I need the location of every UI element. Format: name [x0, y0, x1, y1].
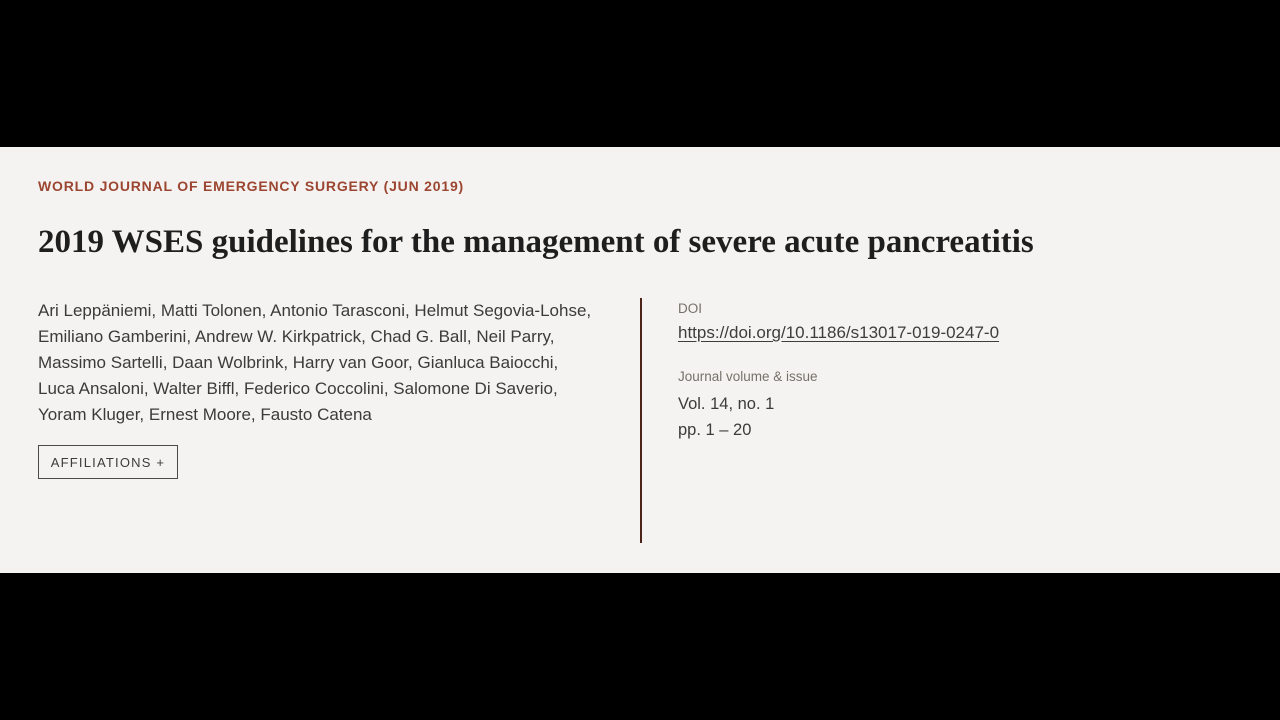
author-list — [38, 298, 623, 428]
article-meta — [678, 301, 1098, 443]
author-line: Massimo Sartelli, Daan Wolbrink, Harry van Goor, Gianluca Baiocchi, — [38, 353, 559, 372]
journal-name: WORLD JOURNAL OF EMERGENCY SURGERY (JUN 2019) — [38, 178, 464, 194]
doi-link[interactable]: https://doi.org/10.1186/s13017-019-0247-0 — [678, 323, 1000, 342]
volume-issue-label: Journal volume & issue — [678, 369, 818, 384]
author-line: Emiliano Gamberini, Andrew W. Kirkpatrick, Chad G. Ball, Neil Parry, — [38, 327, 555, 346]
affiliations-button[interactable]: AFFILIATIONS + — [38, 445, 178, 479]
doi-label: DOI — [678, 301, 703, 316]
article-header-panel — [0, 147, 1280, 573]
letterbox-bottom — [0, 573, 1280, 720]
author-line: Luca Ansaloni, Walter Biffl, Federico Coccolini, Salomone Di Saverio, — [38, 379, 558, 398]
letterbox-top — [0, 0, 1280, 147]
article-title: 2019 WSES guidelines for the management of severe acute pancreatitis — [38, 224, 1034, 260]
vertical-divider — [640, 298, 642, 543]
author-line: Ari Leppäniemi, Matti Tolonen, Antonio Tarasconi, Helmut Segovia-Lohse, — [38, 301, 592, 320]
pages-value: pp. 1 – 20 — [678, 421, 752, 439]
volume-issue-value: Vol. 14, no. 1 — [678, 395, 775, 413]
author-line: Yoram Kluger, Ernest Moore, Fausto Catena — [38, 405, 372, 424]
